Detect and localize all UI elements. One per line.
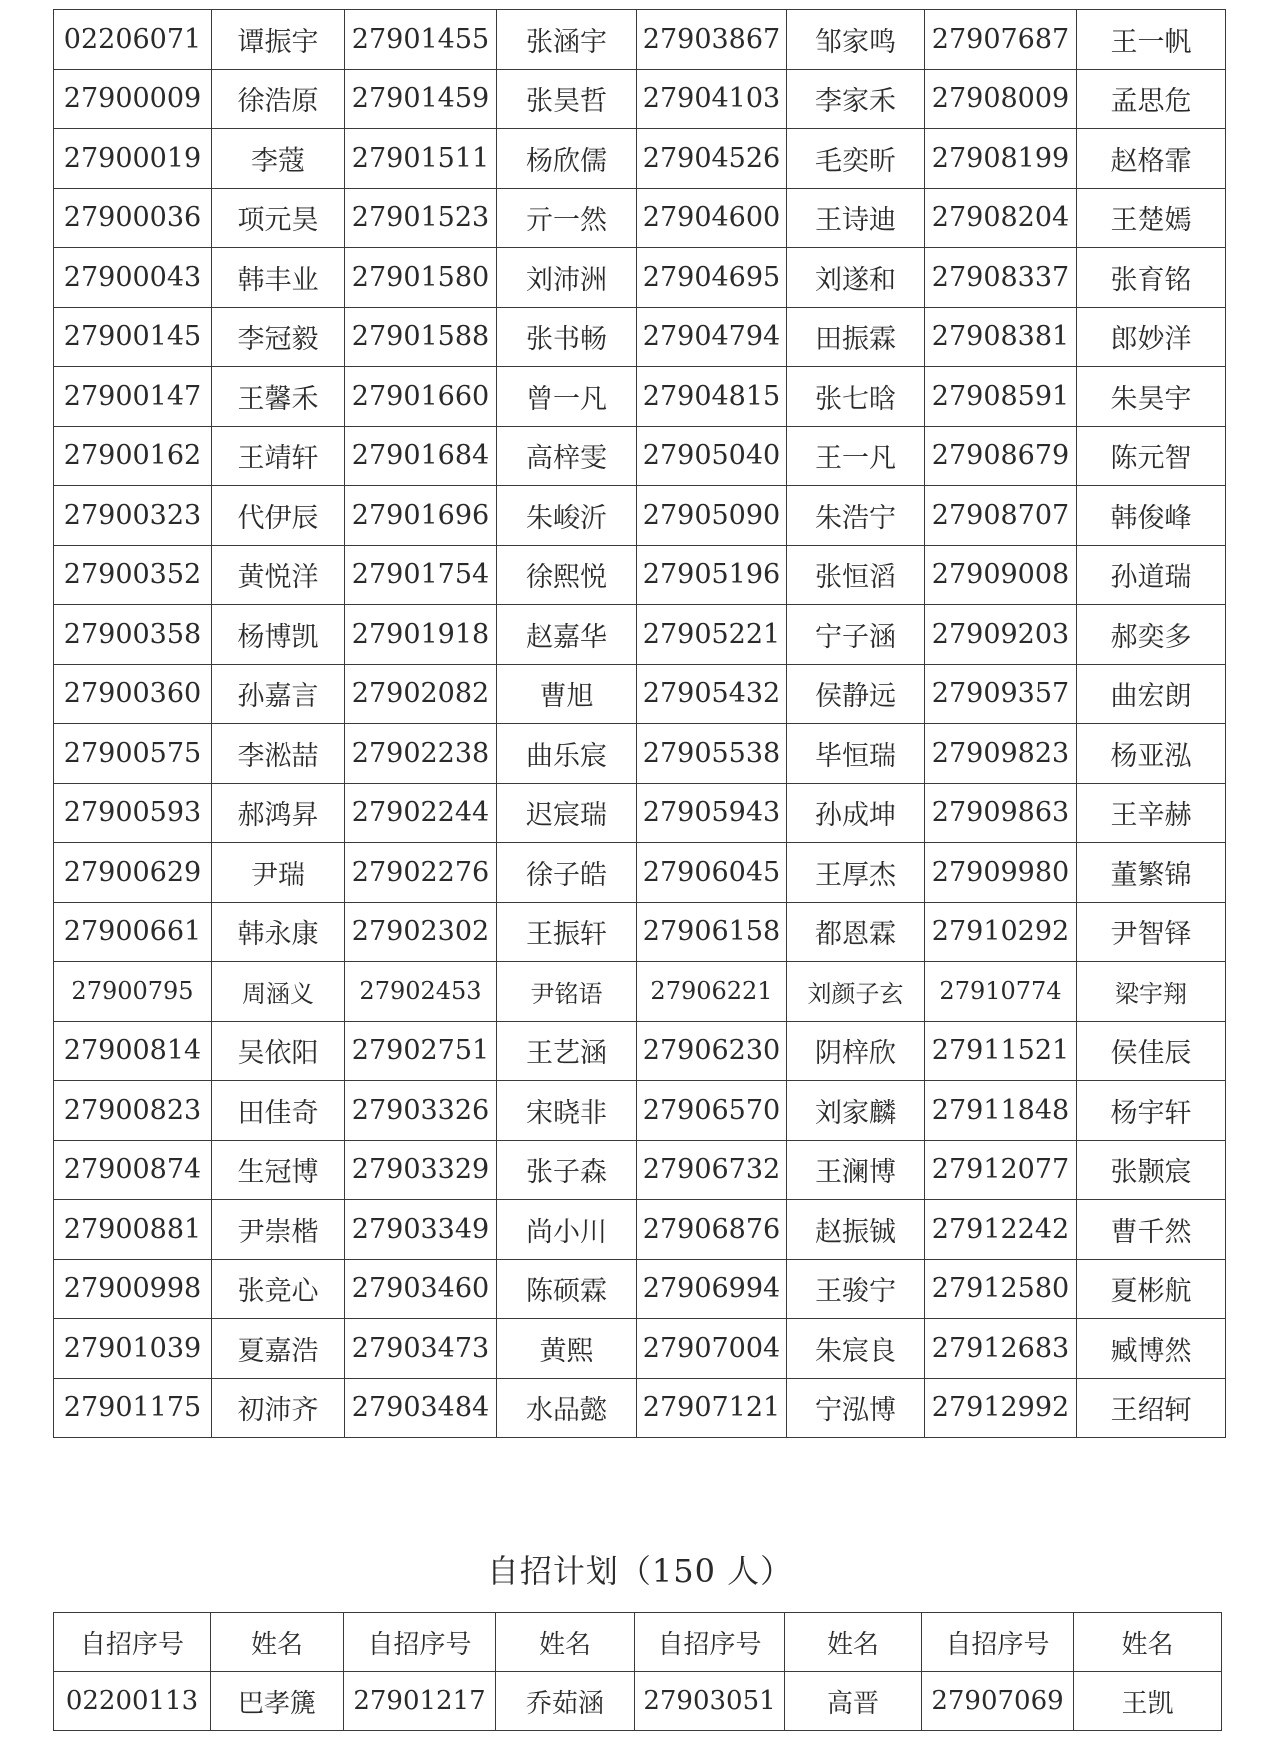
serial-number-cell: 27901511 — [345, 129, 497, 189]
serial-number-cell: 27911848 — [925, 1081, 1077, 1141]
serial-number-cell: 27907069 — [922, 1672, 1074, 1731]
serial-number-cell: 27907004 — [637, 1319, 787, 1379]
student-name-cell: 李淞喆 — [212, 724, 345, 784]
table-row — [54, 724, 1226, 784]
student-name-cell: 张涵宇 — [497, 10, 637, 70]
serial-number-cell: 27901039 — [54, 1319, 212, 1379]
student-name-cell: 赵振铖 — [787, 1200, 925, 1260]
student-name-cell: 周涵义 — [212, 962, 345, 1022]
serial-number-cell: 27901523 — [345, 188, 497, 248]
serial-number-cell: 27900352 — [54, 545, 212, 605]
serial-number-cell: 27905040 — [637, 426, 787, 486]
student-name-cell: 张育铭 — [1077, 248, 1226, 308]
serial-number-cell: 27904695 — [637, 248, 787, 308]
student-name-cell: 赵嘉华 — [497, 605, 637, 665]
serial-number-cell: 27900323 — [54, 486, 212, 546]
student-name-cell: 夏彬航 — [1077, 1259, 1226, 1319]
section-title: 自招计划（150 人） — [486, 1552, 794, 1590]
table-row — [54, 664, 1226, 724]
student-name-cell: 张竞心 — [212, 1259, 345, 1319]
student-name-cell: 杨宇轩 — [1077, 1081, 1226, 1141]
serial-number-cell: 27906876 — [637, 1200, 787, 1260]
student-name-cell: 黄悦洋 — [212, 545, 345, 605]
serial-number-cell: 27902276 — [345, 843, 497, 903]
student-name-cell: 王绍轲 — [1077, 1378, 1226, 1438]
serial-number-cell: 27901175 — [54, 1378, 212, 1438]
student-name-cell: 曲宏朗 — [1077, 664, 1226, 724]
serial-number-cell: 27903484 — [345, 1378, 497, 1438]
student-name-cell: 王凯 — [1074, 1672, 1222, 1731]
serial-number-cell: 27909008 — [925, 545, 1077, 605]
serial-number-cell: 27904794 — [637, 307, 787, 367]
serial-number-cell: 27905196 — [637, 545, 787, 605]
table-row — [54, 902, 1226, 962]
table-row — [54, 843, 1226, 903]
student-name-cell: 谭振宇 — [212, 10, 345, 70]
student-name-cell: 孙成坤 — [787, 783, 925, 843]
serial-number-cell: 27902082 — [345, 664, 497, 724]
serial-number-cell: 27908204 — [925, 188, 1077, 248]
student-name-cell: 田佳奇 — [212, 1081, 345, 1141]
serial-number-header: 自招序号 — [635, 1613, 785, 1672]
serial-number-cell: 27900360 — [54, 664, 212, 724]
student-name-cell: 侯静远 — [787, 664, 925, 724]
serial-number-cell: 27901754 — [345, 545, 497, 605]
table-header-row — [54, 1613, 1222, 1672]
serial-number-cell: 27908199 — [925, 129, 1077, 189]
student-name-cell: 王一凡 — [787, 426, 925, 486]
serial-number-cell: 27907687 — [925, 10, 1077, 70]
name-header: 姓名 — [1074, 1613, 1222, 1672]
student-name-cell: 赵格霏 — [1077, 129, 1226, 189]
serial-number-cell: 27906570 — [637, 1081, 787, 1141]
serial-number-cell: 27902244 — [345, 783, 497, 843]
serial-number-cell: 27905090 — [637, 486, 787, 546]
serial-number-cell: 27903326 — [345, 1081, 497, 1141]
serial-number-cell: 27901455 — [345, 10, 497, 70]
student-name-cell: 刘沛洲 — [497, 248, 637, 308]
student-name-cell: 陈硕霖 — [497, 1259, 637, 1319]
serial-number-cell: 27910774 — [925, 962, 1077, 1022]
student-name-cell: 孟思危 — [1077, 69, 1226, 129]
table-row — [54, 783, 1226, 843]
student-name-cell: 徐子皓 — [497, 843, 637, 903]
serial-number-cell: 27908679 — [925, 426, 1077, 486]
student-name-cell: 杨亚泓 — [1077, 724, 1226, 784]
student-name-cell: 臧博然 — [1077, 1319, 1226, 1379]
serial-number-cell: 27912580 — [925, 1259, 1077, 1319]
student-name-cell: 韩丰业 — [212, 248, 345, 308]
student-name-cell: 杨欣儒 — [497, 129, 637, 189]
student-name-cell: 阴梓欣 — [787, 1021, 925, 1081]
table-row — [54, 1672, 1222, 1731]
serial-number-cell: 27900593 — [54, 783, 212, 843]
serial-number-cell: 27906230 — [637, 1021, 787, 1081]
student-name-cell: 朱峻沂 — [497, 486, 637, 546]
student-name-cell: 高梓雯 — [497, 426, 637, 486]
table-row — [54, 248, 1226, 308]
admission-list-table — [53, 9, 1226, 1438]
serial-number-cell: 27906045 — [637, 843, 787, 903]
student-name-cell: 高晋 — [785, 1672, 922, 1731]
student-name-cell: 杨博凯 — [212, 605, 345, 665]
student-name-cell: 王辛赫 — [1077, 783, 1226, 843]
serial-number-cell: 27901459 — [345, 69, 497, 129]
student-name-cell: 李冠毅 — [212, 307, 345, 367]
table-row — [54, 486, 1226, 546]
table-row — [54, 1259, 1226, 1319]
student-name-cell: 徐浩原 — [212, 69, 345, 129]
student-name-cell: 张子森 — [497, 1140, 637, 1200]
student-name-cell: 朱浩宁 — [787, 486, 925, 546]
student-name-cell: 王诗迪 — [787, 188, 925, 248]
student-name-cell: 张昊哲 — [497, 69, 637, 129]
serial-number-cell: 27905943 — [637, 783, 787, 843]
serial-number-cell: 02200113 — [54, 1672, 211, 1731]
serial-number-cell: 27901696 — [345, 486, 497, 546]
serial-number-cell: 27909863 — [925, 783, 1077, 843]
serial-number-cell: 27908591 — [925, 367, 1077, 427]
table-row — [54, 1021, 1226, 1081]
student-name-cell: 王骏宁 — [787, 1259, 925, 1319]
serial-number-cell: 27910292 — [925, 902, 1077, 962]
table-row — [54, 545, 1226, 605]
serial-number-cell: 27900629 — [54, 843, 212, 903]
serial-number-cell: 27900019 — [54, 129, 212, 189]
student-name-cell: 王馨禾 — [212, 367, 345, 427]
serial-number-cell: 27900575 — [54, 724, 212, 784]
student-name-cell: 尹瑞 — [212, 843, 345, 903]
serial-number-cell: 27903349 — [345, 1200, 497, 1260]
serial-number-cell: 27911521 — [925, 1021, 1077, 1081]
serial-number-cell: 27902453 — [345, 962, 497, 1022]
student-name-cell: 生冠博 — [212, 1140, 345, 1200]
serial-number-cell: 27900162 — [54, 426, 212, 486]
student-name-cell: 邹家鸣 — [787, 10, 925, 70]
student-name-cell: 郎妙洋 — [1077, 307, 1226, 367]
serial-number-cell: 27903329 — [345, 1140, 497, 1200]
student-name-cell: 张七晗 — [787, 367, 925, 427]
student-name-cell: 毛奕昕 — [787, 129, 925, 189]
student-name-cell: 董繁锦 — [1077, 843, 1226, 903]
serial-number-cell: 27901684 — [345, 426, 497, 486]
serial-number-cell: 27900823 — [54, 1081, 212, 1141]
student-name-cell: 李蔻 — [212, 129, 345, 189]
serial-number-cell: 27912077 — [925, 1140, 1077, 1200]
serial-number-cell: 27900147 — [54, 367, 212, 427]
student-name-cell: 张颢宸 — [1077, 1140, 1226, 1200]
student-name-cell: 尹崇楷 — [212, 1200, 345, 1260]
serial-number-cell: 27905538 — [637, 724, 787, 784]
student-name-cell: 曾一凡 — [497, 367, 637, 427]
student-name-cell: 朱宸良 — [787, 1319, 925, 1379]
table-row — [54, 1378, 1226, 1438]
student-name-cell: 侯佳辰 — [1077, 1021, 1226, 1081]
serial-number-cell: 27906158 — [637, 902, 787, 962]
serial-number-cell: 27903867 — [637, 10, 787, 70]
serial-number-cell: 27905432 — [637, 664, 787, 724]
serial-number-cell: 27900009 — [54, 69, 212, 129]
student-name-cell: 宁泓博 — [787, 1378, 925, 1438]
table-row — [54, 10, 1226, 70]
table-row — [54, 69, 1226, 129]
student-name-cell: 王楚嫣 — [1077, 188, 1226, 248]
student-name-cell: 代伊辰 — [212, 486, 345, 546]
student-name-cell: 迟宸瑞 — [497, 783, 637, 843]
table-row — [54, 367, 1226, 427]
serial-number-cell: 27908707 — [925, 486, 1077, 546]
student-name-cell: 孙嘉言 — [212, 664, 345, 724]
student-name-cell: 徐熙悦 — [497, 545, 637, 605]
serial-number-cell: 27912683 — [925, 1319, 1077, 1379]
name-header: 姓名 — [496, 1613, 635, 1672]
serial-number-cell: 27909203 — [925, 605, 1077, 665]
serial-number-cell: 27901918 — [345, 605, 497, 665]
student-name-cell: 巴孝篪 — [211, 1672, 344, 1731]
serial-number-cell: 27900998 — [54, 1259, 212, 1319]
table-row — [54, 605, 1226, 665]
student-name-cell: 尹智铎 — [1077, 902, 1226, 962]
serial-number-cell: 27902238 — [345, 724, 497, 784]
serial-number-cell: 27905221 — [637, 605, 787, 665]
serial-number-cell: 27906221 — [637, 962, 787, 1022]
student-name-cell: 亓一然 — [497, 188, 637, 248]
student-name-cell: 王一帆 — [1077, 10, 1226, 70]
table-row — [54, 962, 1226, 1022]
serial-number-cell: 27900661 — [54, 902, 212, 962]
student-name-cell: 水品懿 — [497, 1378, 637, 1438]
serial-number-cell: 27901580 — [345, 248, 497, 308]
student-name-cell: 王振轩 — [497, 902, 637, 962]
student-name-cell: 吴依阳 — [212, 1021, 345, 1081]
student-name-cell: 曹旭 — [497, 664, 637, 724]
student-name-cell: 张书畅 — [497, 307, 637, 367]
table-row — [54, 1140, 1226, 1200]
serial-number-cell: 27900358 — [54, 605, 212, 665]
table-row — [54, 1200, 1226, 1260]
student-name-cell: 黄熙 — [497, 1319, 637, 1379]
serial-number-cell: 27900036 — [54, 188, 212, 248]
serial-number-cell: 27900881 — [54, 1200, 212, 1260]
student-name-cell: 曹千然 — [1077, 1200, 1226, 1260]
serial-number-cell: 27900874 — [54, 1140, 212, 1200]
serial-number-cell: 27902302 — [345, 902, 497, 962]
table-row — [54, 307, 1226, 367]
serial-number-cell: 27912992 — [925, 1378, 1077, 1438]
serial-number-cell: 27904103 — [637, 69, 787, 129]
student-name-cell: 都恩霖 — [787, 902, 925, 962]
student-name-cell: 田振霖 — [787, 307, 925, 367]
student-name-cell: 项元昊 — [212, 188, 345, 248]
student-name-cell: 王靖轩 — [212, 426, 345, 486]
student-name-cell: 乔茹涵 — [496, 1672, 635, 1731]
student-name-cell: 王厚杰 — [787, 843, 925, 903]
serial-number-cell: 27908337 — [925, 248, 1077, 308]
admission-list-body — [54, 10, 1226, 1438]
serial-number-cell: 27900795 — [54, 962, 212, 1022]
student-name-cell: 尹铭语 — [497, 962, 637, 1022]
student-name-cell: 李家禾 — [787, 69, 925, 129]
serial-number-cell: 27900043 — [54, 248, 212, 308]
student-name-cell: 王澜博 — [787, 1140, 925, 1200]
student-name-cell: 王艺涵 — [497, 1021, 637, 1081]
serial-number-cell: 02206071 — [54, 10, 212, 70]
self-recruit-body — [54, 1613, 1222, 1731]
student-name-cell: 郝鸿昇 — [212, 783, 345, 843]
serial-number-cell: 27909357 — [925, 664, 1077, 724]
table-row — [54, 1319, 1226, 1379]
serial-number-cell: 27908009 — [925, 69, 1077, 129]
serial-number-header: 自招序号 — [54, 1613, 211, 1672]
serial-number-cell: 27900814 — [54, 1021, 212, 1081]
table-row — [54, 426, 1226, 486]
student-name-cell: 宁子涵 — [787, 605, 925, 665]
serial-number-cell: 27904526 — [637, 129, 787, 189]
table-row — [54, 129, 1226, 189]
serial-number-cell: 27906994 — [637, 1259, 787, 1319]
serial-number-cell: 27900145 — [54, 307, 212, 367]
serial-number-cell: 27907121 — [637, 1378, 787, 1438]
student-name-cell: 宋晓非 — [497, 1081, 637, 1141]
name-header: 姓名 — [211, 1613, 344, 1672]
student-name-cell: 尚小川 — [497, 1200, 637, 1260]
serial-number-cell: 27901660 — [345, 367, 497, 427]
student-name-cell: 韩永康 — [212, 902, 345, 962]
serial-number-cell: 27909980 — [925, 843, 1077, 903]
student-name-cell: 毕恒瑞 — [787, 724, 925, 784]
serial-number-cell: 27903051 — [635, 1672, 785, 1731]
student-name-cell: 朱昊宇 — [1077, 367, 1226, 427]
student-name-cell: 郝奕多 — [1077, 605, 1226, 665]
student-name-cell: 孙道瑞 — [1077, 545, 1226, 605]
student-name-cell: 韩俊峰 — [1077, 486, 1226, 546]
student-name-cell: 张恒滔 — [787, 545, 925, 605]
self-recruit-table — [53, 1612, 1222, 1731]
serial-number-cell: 27902751 — [345, 1021, 497, 1081]
student-name-cell: 初沛齐 — [212, 1378, 345, 1438]
serial-number-cell: 27901588 — [345, 307, 497, 367]
serial-number-cell: 27903460 — [345, 1259, 497, 1319]
student-name-cell: 刘颜子玄 — [787, 962, 925, 1022]
serial-number-cell: 27906732 — [637, 1140, 787, 1200]
serial-number-header: 自招序号 — [344, 1613, 496, 1672]
serial-number-cell: 27909823 — [925, 724, 1077, 784]
serial-number-cell: 27904815 — [637, 367, 787, 427]
student-name-cell: 梁宇翔 — [1077, 962, 1226, 1022]
table-row — [54, 188, 1226, 248]
serial-number-cell: 27912242 — [925, 1200, 1077, 1260]
student-name-cell: 曲乐宸 — [497, 724, 637, 784]
student-name-cell: 陈元智 — [1077, 426, 1226, 486]
serial-number-header: 自招序号 — [922, 1613, 1074, 1672]
student-name-cell: 刘遂和 — [787, 248, 925, 308]
serial-number-cell: 27901217 — [344, 1672, 496, 1731]
student-name-cell: 刘家麟 — [787, 1081, 925, 1141]
serial-number-cell: 27904600 — [637, 188, 787, 248]
serial-number-cell: 27903473 — [345, 1319, 497, 1379]
student-name-cell: 夏嘉浩 — [212, 1319, 345, 1379]
name-header: 姓名 — [785, 1613, 922, 1672]
serial-number-cell: 27908381 — [925, 307, 1077, 367]
table-row — [54, 1081, 1226, 1141]
